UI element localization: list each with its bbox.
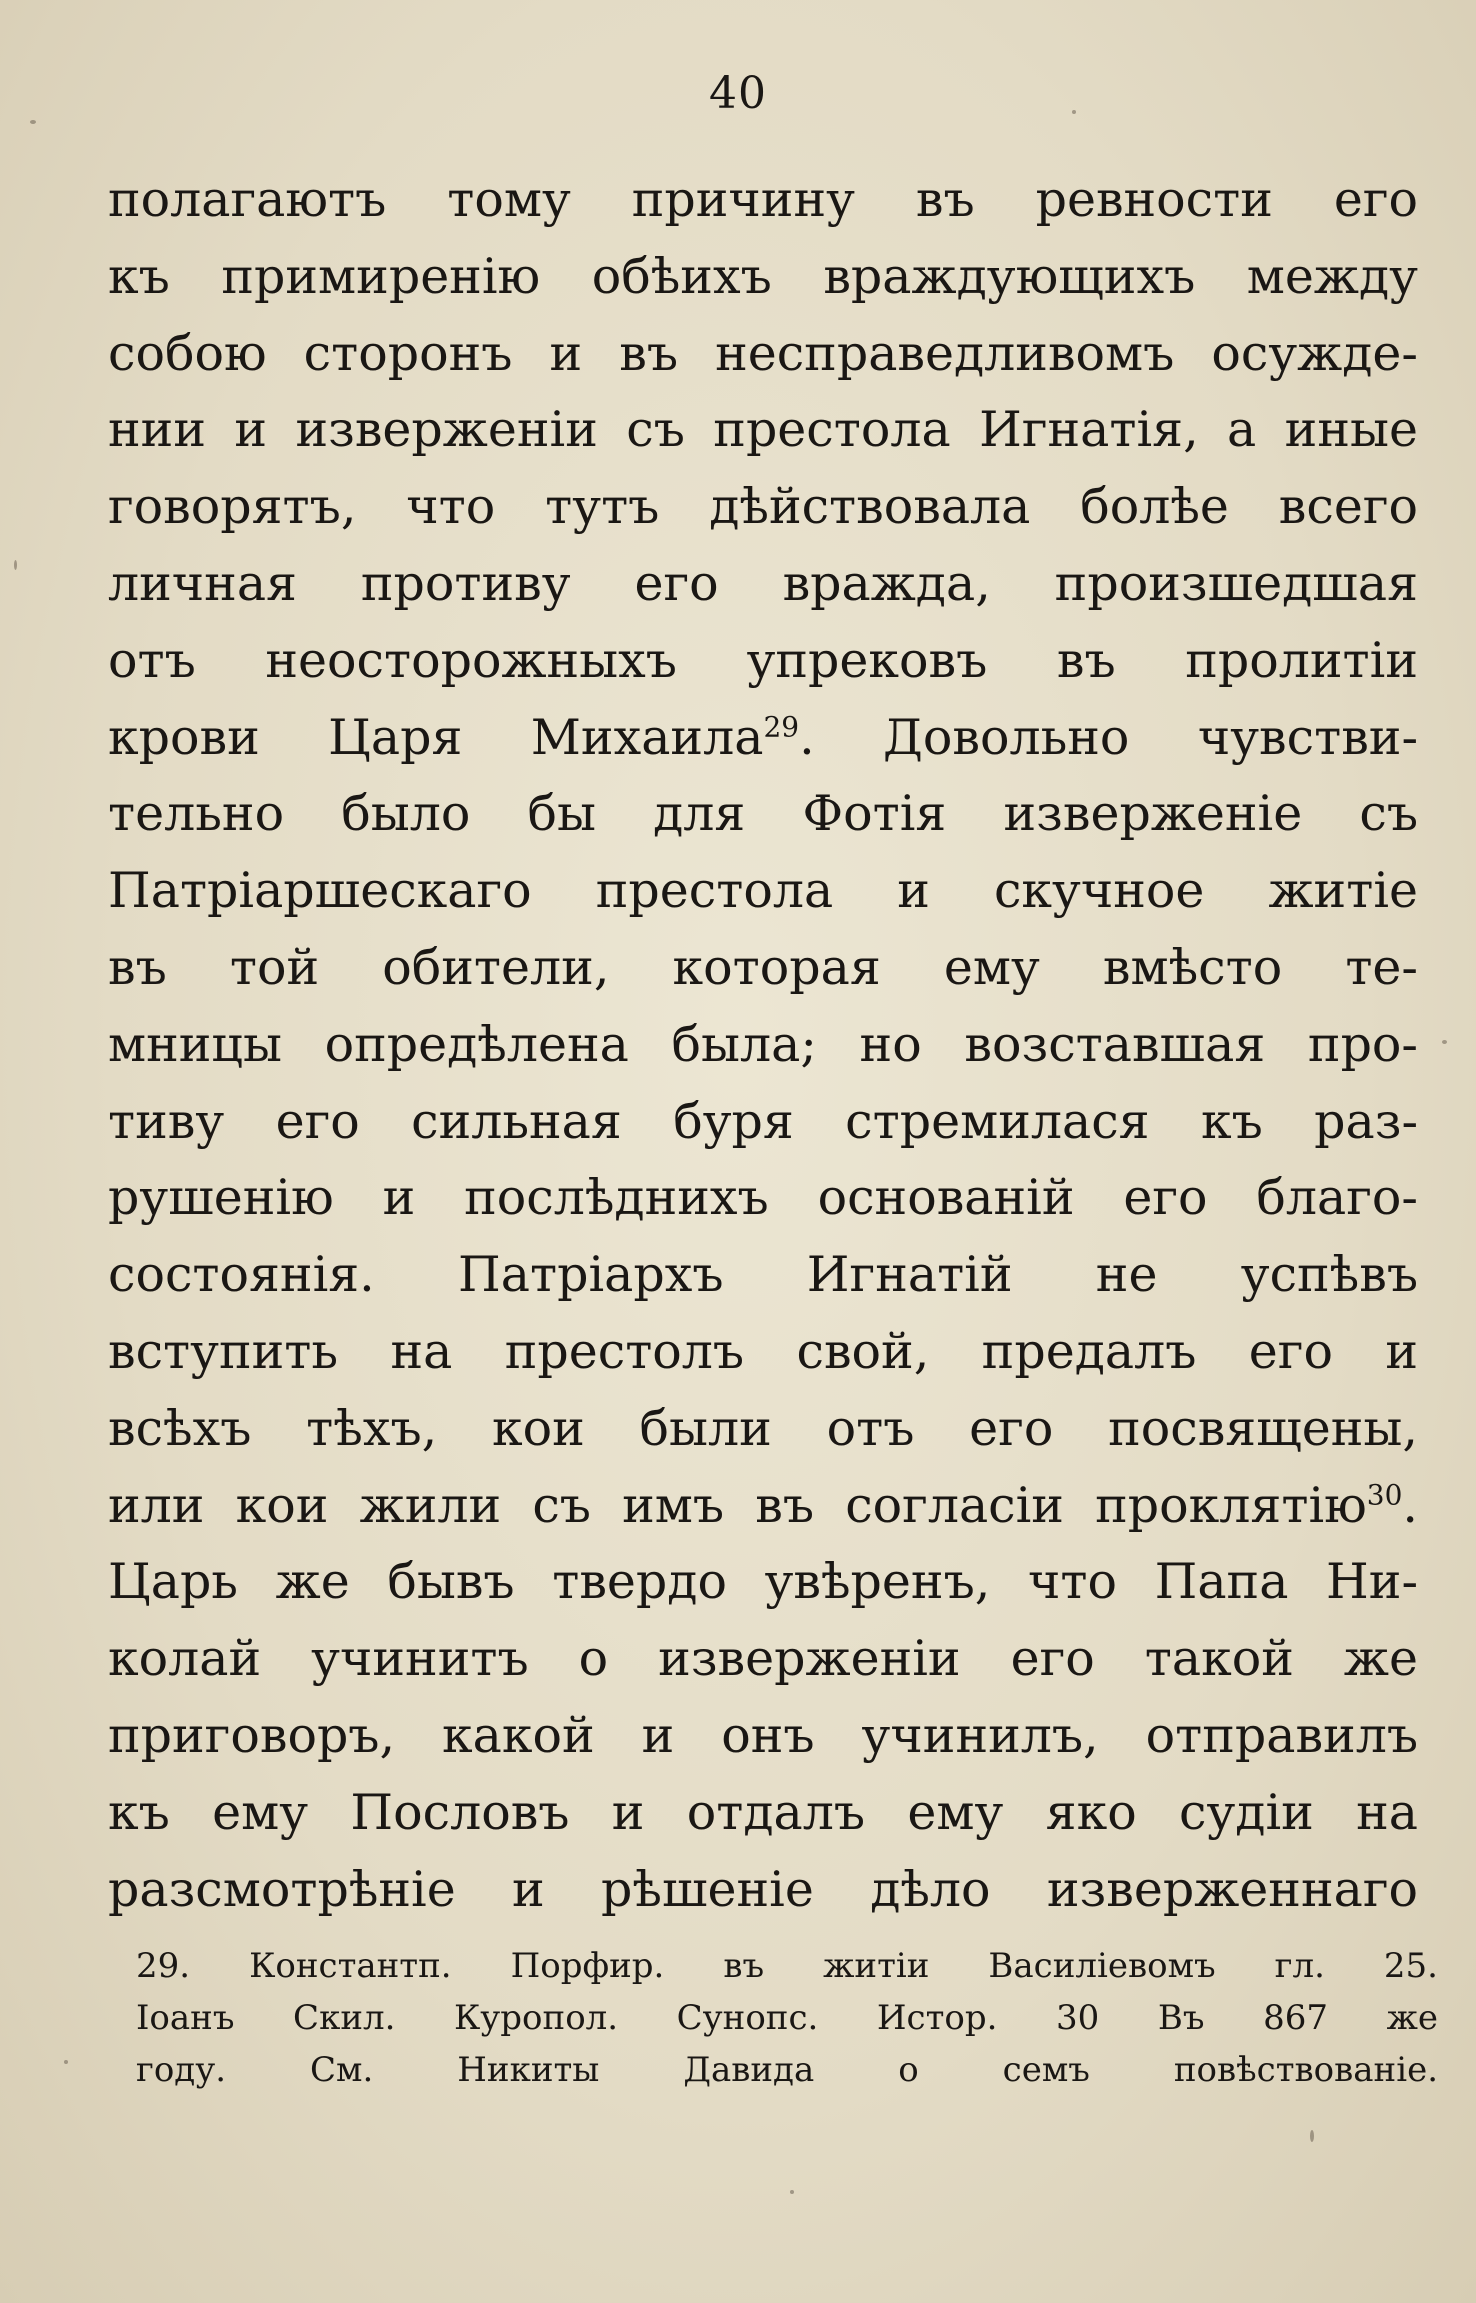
text-line-6: личная противу его вражда, произшедшая: [108, 554, 1418, 612]
text-line-4: нии и изверженіи съ престола Игнатія, а иные: [108, 401, 1418, 459]
footnote-line-1: 29. Константп. Порфир. въ житіи Василіевомъ гл. 25.: [136, 1946, 1438, 1986]
text-line-8-end: . Довольно чувстви-: [799, 708, 1418, 766]
paper-speck: [1310, 2130, 1314, 2142]
paper-speck: [1442, 1040, 1447, 1044]
text-line-9: тельно было бы для Фотія изверженіе съ: [108, 785, 1418, 843]
main-text-block: [108, 162, 1418, 1928]
text-line-18-start: или кои жили съ имъ въ согласіи проклятію: [108, 1476, 1367, 1534]
text-line-7: отъ неосторожныхъ упрековъ въ пролитіи: [108, 631, 1418, 689]
text-line-2: къ примиренію обѣихъ враждующихъ между: [108, 247, 1418, 305]
text-line-18-end: .: [1402, 1476, 1418, 1534]
text-line-16: вступить на престолъ свой, предалъ его и: [108, 1322, 1418, 1380]
paper-speck: [1072, 110, 1076, 114]
text-line-14: рушенію и послѣднихъ основаній его благо-: [108, 1169, 1418, 1227]
text-line-12: мницы опредѣлена была; но возставшая про-: [108, 1015, 1418, 1073]
paper-speck: [64, 2060, 68, 2064]
text-line-13: тиву его сильная буря стремилася къ раз-: [108, 1092, 1418, 1150]
paper-speck: [790, 2190, 794, 2194]
text-line-19: Царь же бывъ твердо увѣренъ, что Папа Ни-: [108, 1553, 1418, 1611]
text-line-11: въ той обители, которая ему вмѣсто те-: [108, 938, 1418, 996]
text-line-5: говорятъ, что тутъ дѣйствовала болѣе всего: [108, 478, 1418, 536]
text-line-18: [108, 1468, 1418, 1545]
text-line-21: приговоръ, какой и онъ учинилъ, отправилъ: [108, 1706, 1418, 1764]
paper-speck: [14, 560, 17, 570]
text-line-8: [108, 700, 1418, 777]
footnote-ref-30: 30: [1366, 1478, 1403, 1512]
paper-speck: [30, 120, 36, 124]
footnote-line-2: Іоанъ Скил. Куропол. Сунопс. Истор. 30 Въ 867 же: [136, 1998, 1438, 2038]
text-line-8-start: крови Царя Михаила: [108, 708, 764, 766]
footnote-ref-29: 29: [763, 710, 800, 744]
footnotes-block: [136, 1940, 1438, 2096]
text-line-10: Патріаршескаго престола и скучное житіе: [108, 862, 1418, 920]
text-line-3: собою сторонъ и въ несправедливомъ осужде-: [108, 324, 1418, 382]
page-number: 40: [709, 68, 767, 119]
text-line-20: колай учинитъ о изверженіи его такой же: [108, 1630, 1418, 1688]
text-line-22: къ ему Пословъ и отдалъ ему яко судіи на: [108, 1783, 1418, 1841]
text-line-23: разсмотрѣніе и рѣшеніе дѣло изверженнаго: [108, 1860, 1418, 1918]
footnote-line-3: году. См. Никиты Давида о семъ повѣствованіе.: [136, 2050, 1438, 2090]
text-line-17: всѣхъ тѣхъ, кои были отъ его посвящены,: [108, 1399, 1418, 1457]
text-line-15: состоянія. Патріархъ Игнатій не успѣвъ: [108, 1246, 1418, 1304]
text-line-1: полагаютъ тому причину въ ревности его: [108, 171, 1418, 228]
